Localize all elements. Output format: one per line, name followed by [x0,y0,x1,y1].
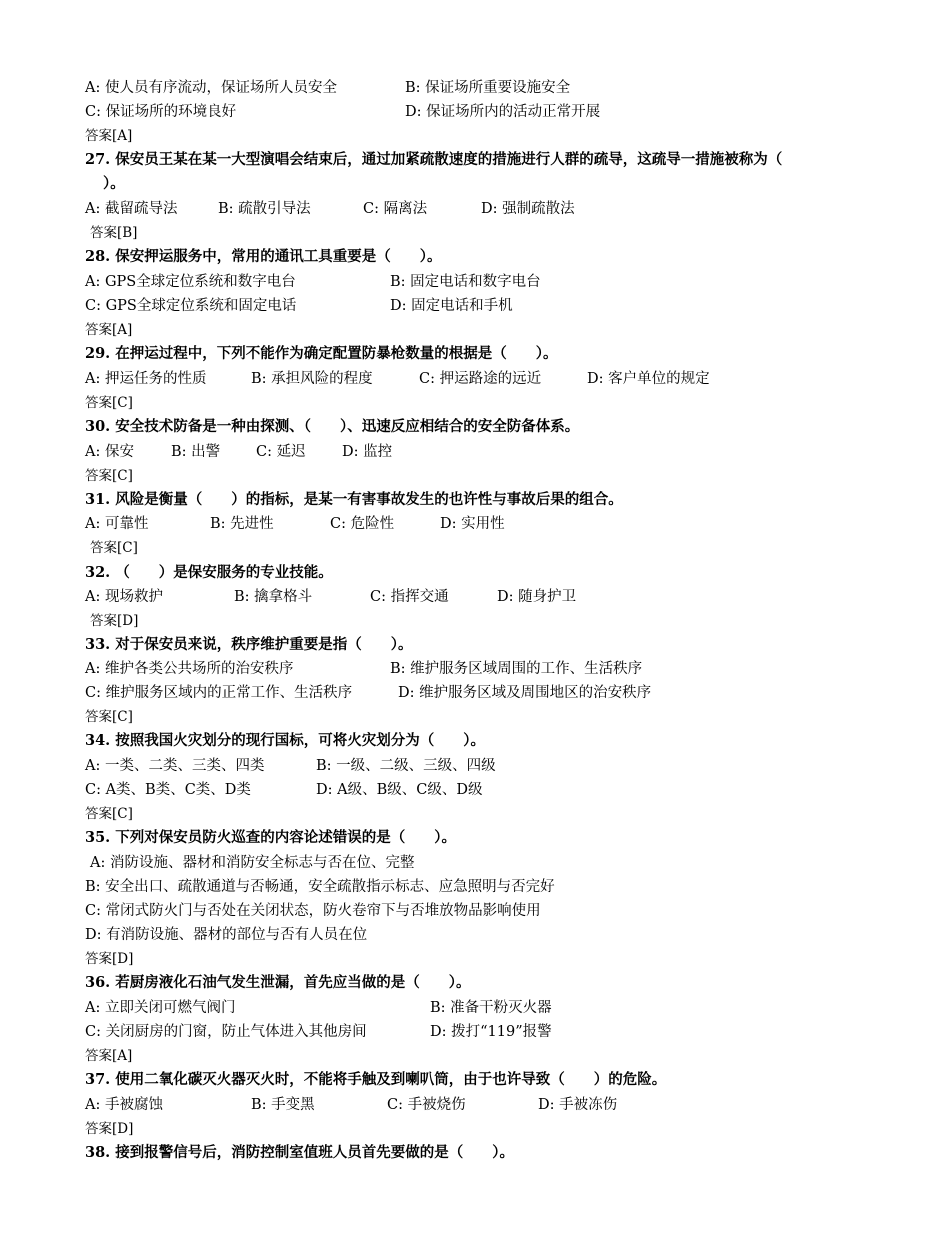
answer: 答案[C] [85,395,133,411]
option-c: C: 押运路途的远近 [419,371,542,387]
option-a: A: 现场救护 [85,589,163,605]
option-d: D: 客户单位的规定 [587,371,710,387]
options-row [85,1093,865,1117]
option-b: B: 先进性 [210,516,274,532]
option-d: D: 实用性 [440,516,505,532]
answer: 答案[A] [85,128,133,144]
question-stem: 37. 使用二氧化碳灭火器灭火时，不能将手触及到喇叭筒，由于也许导致（ ）的危险。 [85,1071,667,1088]
option-d: D: 维护服务区域及周围地区的治安秩序 [398,685,652,701]
option-d: D: 保证场所内的活动正常开展 [405,104,601,120]
options-row [85,294,865,318]
option-c: C: 保证场所的环境良好 [85,104,237,120]
options-row [85,440,865,464]
option-d: D: 监控 [342,444,393,460]
option-a: A: 可靠性 [85,516,149,532]
option-c: C: A类、B类、C类、D类 [85,782,251,798]
option-b: B: 出警 [171,444,221,460]
option-a: A: 手被腐蚀 [85,1097,163,1113]
option-d: D: A级、B级、C级、D级 [316,782,483,798]
option-c: C: 手被烧伤 [387,1097,466,1113]
option-c: C: 常闭式防火门与否处在关闭状态，防火卷帘下与否堆放物品影响使用 [85,903,541,919]
options-row [85,585,865,609]
option-a: A: 使人员有序流动，保证场所人员安全 [85,80,337,96]
option-b: B: 维护服务区域周围的工作、生活秩序 [390,661,643,677]
answer: 答案[D] [90,613,139,629]
options-row [85,1020,865,1044]
option-d: D: 固定电话和手机 [390,298,513,314]
option-d: D: 拨打“119”报警 [430,1024,552,1040]
question-stem: 38. 接到报警信号后，消防控制室值班人员首先要做的是（ ）。 [85,1144,515,1161]
option-a: A: 一类、二类、三类、四类 [85,758,265,774]
option-d: D: 有消防设施、器材的部位与否有人员在位 [85,927,368,943]
answer: 答案[D] [85,1121,134,1137]
options-row [85,367,865,391]
option-a: A: 维护各类公共场所的治安秩序 [85,661,294,677]
answer: 答案[C] [85,468,133,484]
question-stem: 32. （ ）是保安服务的专业技能。 [85,564,333,581]
option-b: B: 一级、二级、三级、四级 [316,758,496,774]
option-a: A: 立即关闭可燃气阀门 [85,1000,236,1016]
option-b: B: 保证场所重要设施安全 [405,80,571,96]
option-b: B: 手变黑 [251,1097,315,1113]
option-c: C: 隔离法 [363,201,428,217]
option-b: B: 疏散引导法 [218,201,311,217]
option-d: D: 随身护卫 [497,589,577,605]
option-c: C: 指挥交通 [370,589,449,605]
answer: 答案[C] [85,709,133,725]
question-stem: 28. 保安押运服务中，常用的通讯工具重要是（ ）。 [85,248,442,265]
option-b: B: 固定电话和数字电台 [390,274,541,290]
question-stem: 27. 保安员王某在某一大型演唱会结束后，通过加紧疏散速度的措施进行人群的疏导，这疏导一措施被称为（ [85,151,783,168]
option-b: B: 安全出口、疏散通道与否畅通，安全疏散指示标志、应急照明与否完好 [85,879,555,895]
option-a: A: 保安 [85,444,134,460]
answer: 答案[C] [85,806,133,822]
answer: 答案[A] [85,322,133,338]
option-c: C: 关闭厨房的门窗，防止气体进入其他房间 [85,1024,367,1040]
question-stem-continued: ）。 [103,175,125,192]
question-stem: 35. 下列对保安员防火巡查的内容论述错误的是（ ）。 [85,829,457,846]
options-row [85,681,865,705]
answer: 答案[C] [90,540,138,556]
option-b: B: 承担风险的程度 [251,371,373,387]
option-b: B: 擒拿格斗 [234,589,313,605]
options-row [85,76,865,100]
option-c: C: GPS全球定位系统和固定电话 [85,298,297,314]
question-stem: 29. 在押运过程中，下列不能作为确定配置防暴枪数量的根据是（ ）。 [85,345,558,362]
options-row [85,100,865,124]
answer: 答案[D] [85,951,134,967]
option-c: C: 维护服务区域内的正常工作、生活秩序 [85,685,353,701]
option-c: C: 危险性 [330,516,395,532]
option-a: A: 押运任务的性质 [85,371,207,387]
answer: 答案[A] [85,1048,133,1064]
options-row [85,754,865,778]
option-c: C: 延迟 [256,444,306,460]
options-row [85,657,865,681]
options-row [85,270,865,294]
options-row [85,778,865,802]
option-b: B: 准备干粉灭火器 [430,1000,552,1016]
question-stem: 34. 按照我国火灾划分的现行国标，可将火灾划分为（ ）。 [85,732,486,749]
question-stem: 33. 对于保安员来说，秩序维护重要是指（ ）。 [85,636,413,653]
options-row [85,996,865,1020]
option-d: D: 强制疏散法 [481,201,575,217]
option-a: A: 截留疏导法 [85,201,178,217]
question-stem: 31. 风险是衡量（ ）的指标，是某一有害事故发生的也许性与事故后果的组合。 [85,491,623,508]
option-d: D: 手被冻伤 [538,1097,618,1113]
options-row [85,197,865,221]
answer: 答案[B] [90,225,138,241]
question-stem: 30. 安全技术防备是一种由探测、（ ）、迅速反应相结合的安全防备体系。 [85,418,580,435]
options-row [85,512,865,536]
option-a: A: GPS全球定位系统和数字电台 [85,274,296,290]
question-stem: 36. 若厨房液化石油气发生泄漏，首先应当做的是（ ）。 [85,974,471,991]
option-a: A: 消防设施、器材和消防安全标志与否在位、完整 [90,855,415,871]
